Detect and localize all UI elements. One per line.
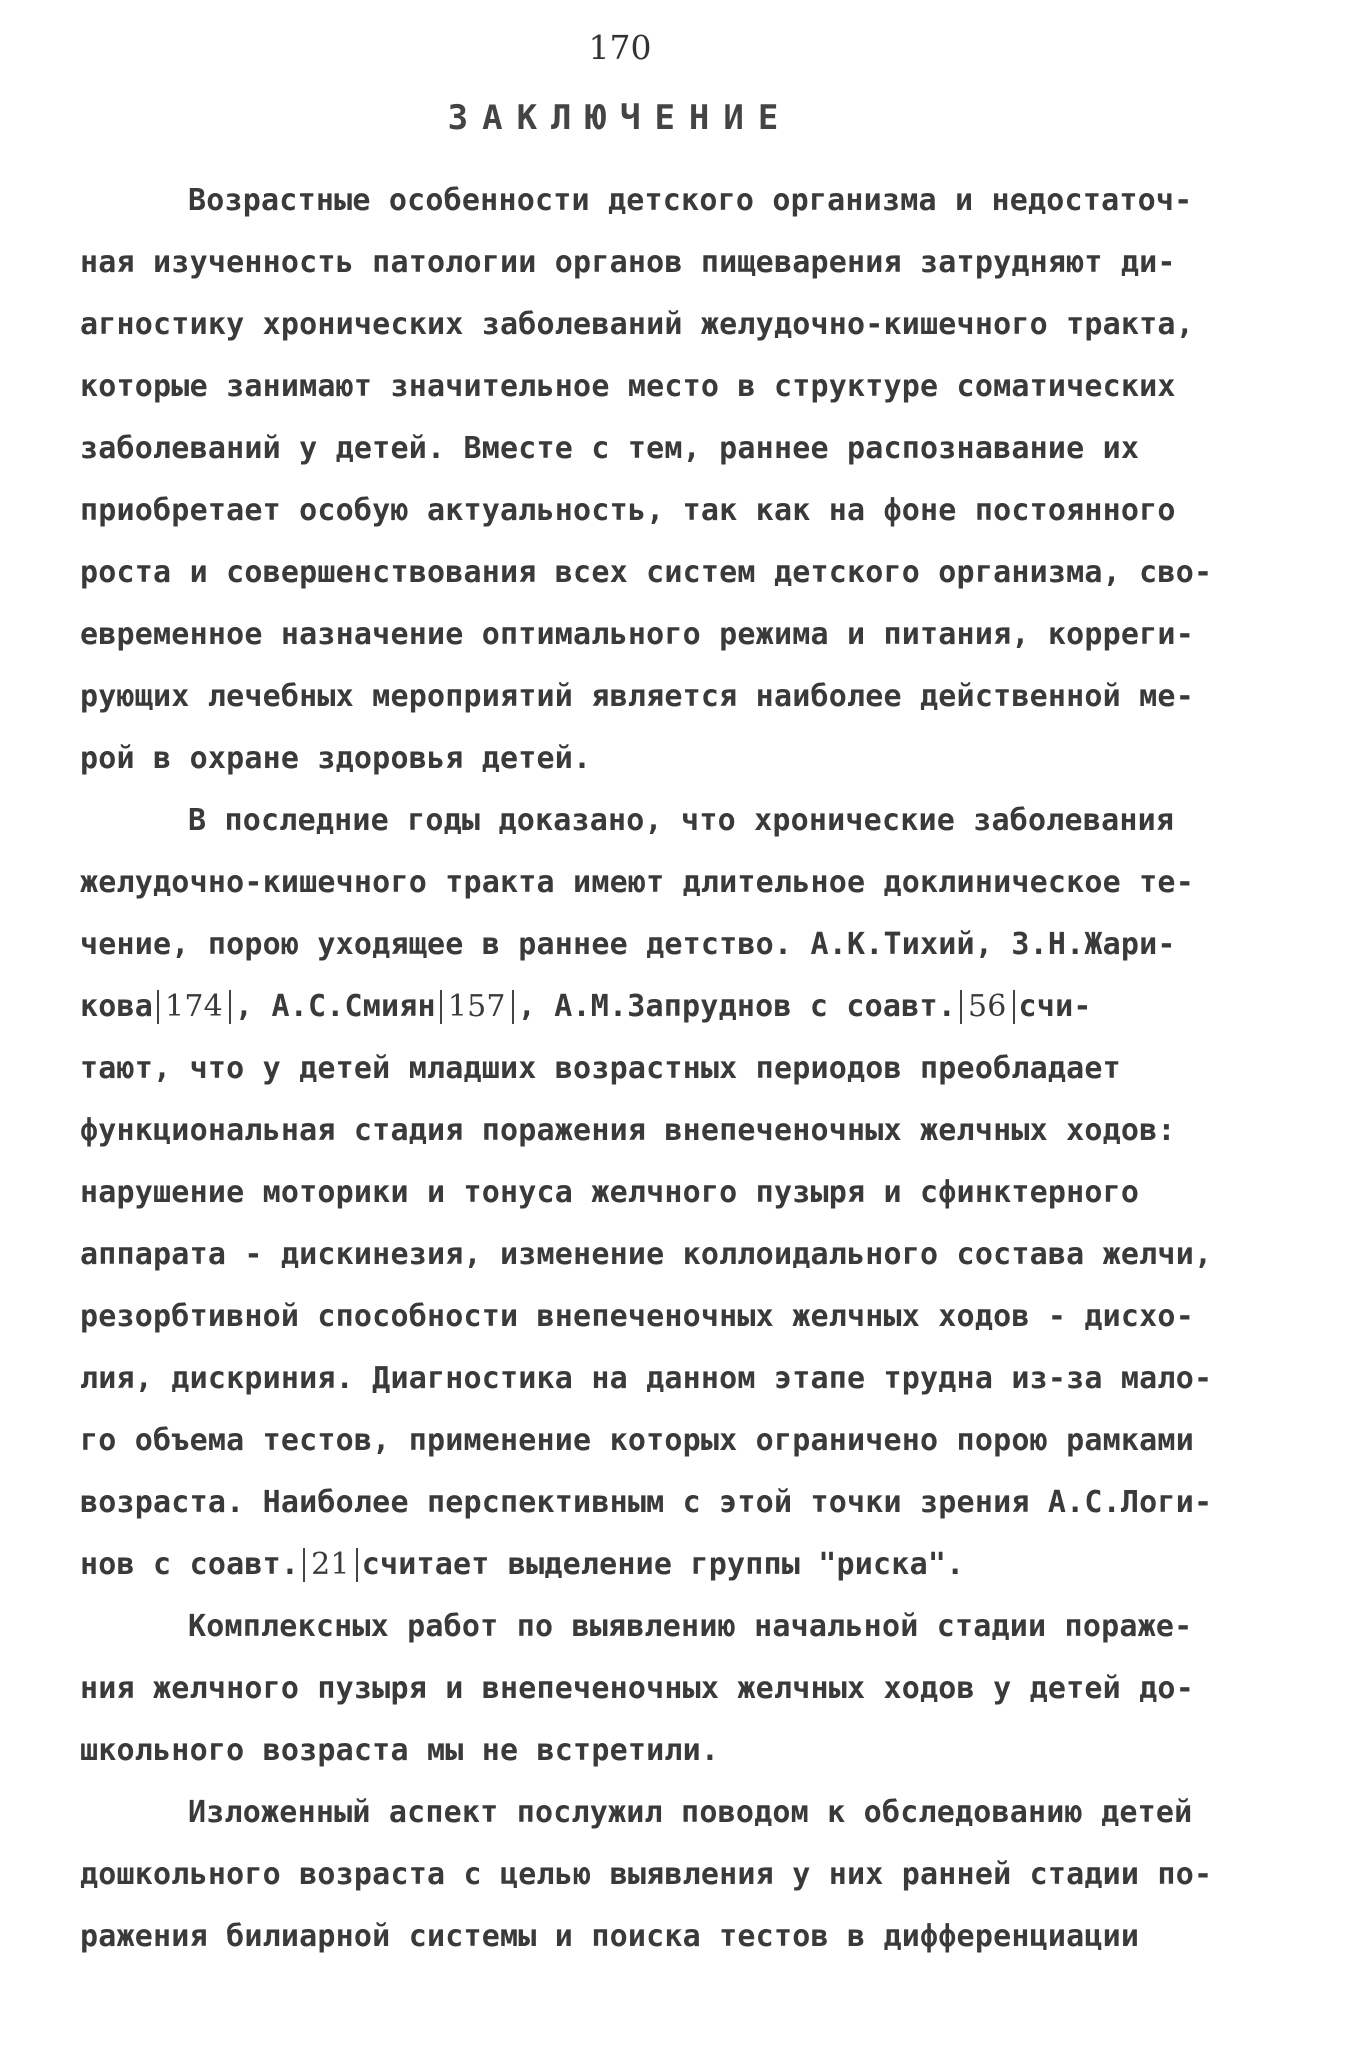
citation-ref: 56 <box>960 990 1015 1024</box>
text-line: евременное назначение оптимального режима и питания, корреги- <box>80 617 1194 652</box>
text-line: чение, порою уходящее в раннее детство. А.К.Тихий, З.Н.Жари- <box>80 927 1176 962</box>
body-text <box>80 170 1256 1968</box>
text-line-with-refs <box>80 976 1256 1038</box>
text-line: дошкольного возраста с целью выявления у них ранней стадии по- <box>80 1857 1213 1892</box>
text-line: нарушение моторики и тонуса желчного пузыря и сфинктерного <box>80 1175 1140 1210</box>
text-line: лия, дискриния. Диагностика на данном этапе трудна из-за мало- <box>80 1361 1213 1396</box>
section-heading: ЗАКЛЮЧЕНИЕ <box>447 98 793 138</box>
text-line: рующих лечебных мероприятий является наиболее действенной ме- <box>80 679 1194 714</box>
text-line: Возрастные особенности детского организма и недостаточ- <box>188 183 1193 218</box>
text-line: Изложенный аспект послужил поводом к обследованию детей <box>188 1795 1193 1830</box>
text-fragment: нов с соавт. <box>80 1547 300 1582</box>
text-line-with-refs <box>80 1534 1256 1596</box>
text-line: роста и совершенствования всех систем детского организма, сво- <box>80 555 1213 590</box>
text-line: приобретает особую актуальность, так как на фоне постоянного <box>80 493 1176 528</box>
page-number: 170 <box>588 28 652 67</box>
text-line: агностику хронических заболеваний желудочно-кишечного тракта, <box>80 307 1194 342</box>
citation-ref: 174 <box>157 990 231 1024</box>
text-line: ная изученность патологии органов пищеварения затрудняют ди- <box>80 245 1176 280</box>
text-line: рой в охране здоровья детей. <box>80 741 592 776</box>
text-line: В последние годы доказано, что хронические заболевания <box>188 803 1175 838</box>
text-fragment: считает выделение группы "риска". <box>361 1547 965 1582</box>
citation-ref: 21 <box>303 1548 358 1582</box>
text-line: Комплексных работ по выявлению начальной стадии пораже- <box>188 1609 1193 1644</box>
text-fragment: , А.М.Запруднов с соавт. <box>517 989 956 1024</box>
text-line: заболеваний у детей. Вместе с тем, раннее распознавание их <box>80 431 1140 466</box>
text-fragment: , А.С.Смиян <box>234 989 436 1024</box>
text-line: го объема тестов, применение которых ограничено порою рамками <box>80 1423 1194 1458</box>
text-fragment: счи- <box>1018 989 1092 1024</box>
text-line: аппарата - дискинезия, изменение коллоидального состава желчи, <box>80 1237 1213 1272</box>
text-line: ния желчного пузыря и внепеченочных желчных ходов у детей до- <box>80 1671 1194 1706</box>
text-line: которые занимают значительное место в структуре соматических <box>80 369 1176 404</box>
text-line: возраста. Наиболее перспективным с этой точки зрения А.С.Логи- <box>80 1485 1213 1520</box>
text-fragment: кова <box>80 989 154 1024</box>
text-line: тают, что у детей младших возрастных периодов преобладает <box>80 1051 1121 1086</box>
text-line: ражения билиарной системы и поиска тестов в дифференциации <box>80 1919 1140 1954</box>
text-line: желудочно-кишечного тракта имеют длительное доклиническое те- <box>80 865 1194 900</box>
text-line: функциональная стадия поражения внепеченочных желчных ходов: <box>80 1113 1176 1148</box>
text-line: школьного возраста мы не встретили. <box>80 1733 720 1768</box>
citation-ref: 157 <box>440 990 514 1024</box>
text-line: резорбтивной способности внепеченочных желчных ходов - дисхо- <box>80 1299 1194 1334</box>
